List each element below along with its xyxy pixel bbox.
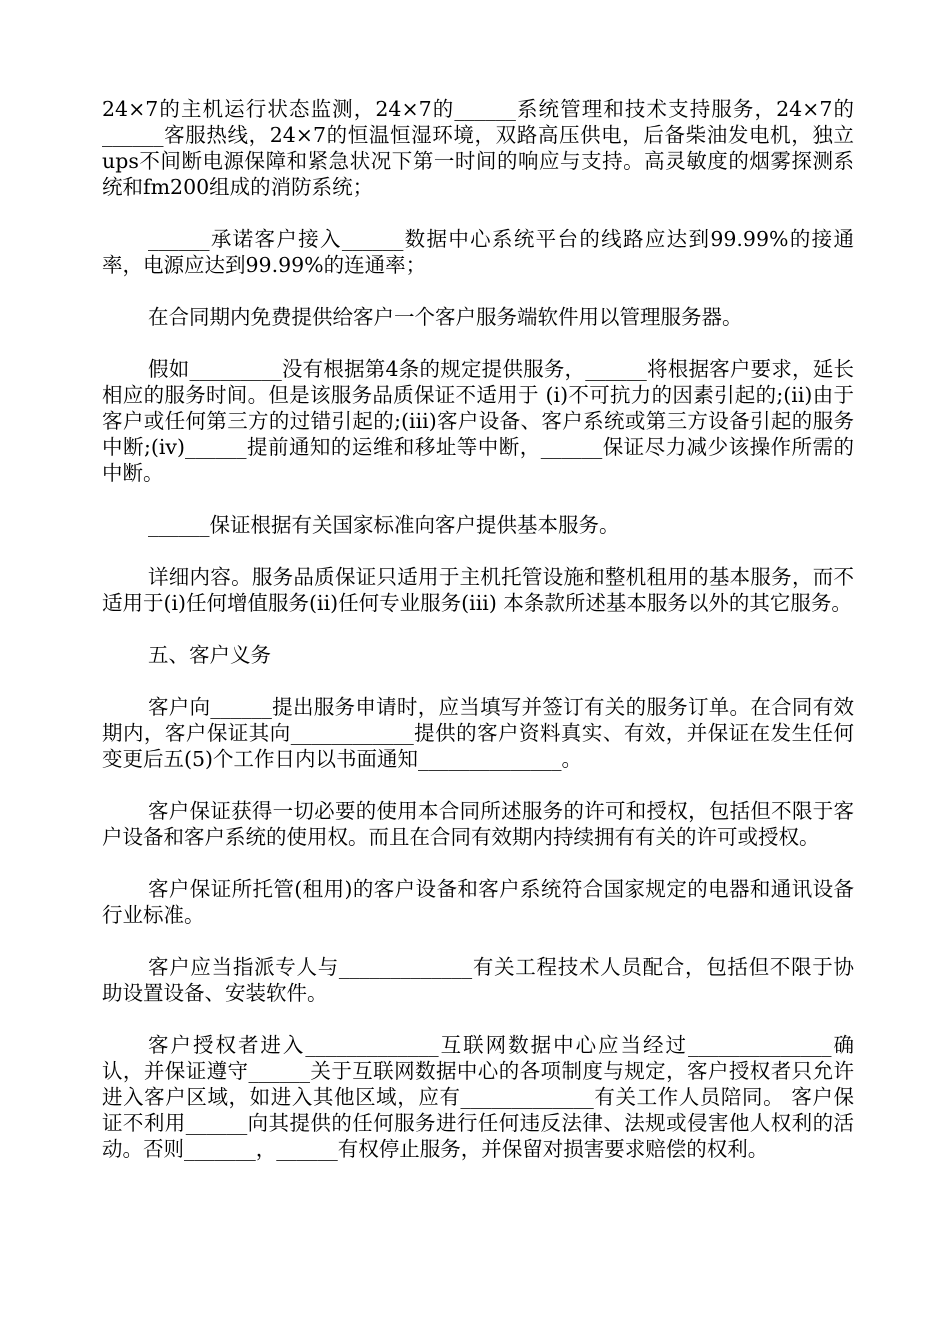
paragraph-free-software: 在合同期内免费提供给客户一个客户服务端软件用以管理服务器。 xyxy=(148,305,743,329)
paragraph-basic-service-guarantee: ______保证根据有关国家标准向客户提供基本服务。 xyxy=(148,513,620,537)
paragraph-authorized-access: 客户授权者进入_____________互联网数据中心应当经过______________确认，并保证遵守______关于互联网数据中心的各项制度与规定，客户授权者只允许进入客户区域，如进入其他区域，应有_____________有关工作人员陪同。 客户保证不利用______向其提供的任何服务进行任何违反法律、法规或侵害他人权利的活动。否则_______，______有权停止服务，并保留对损害要求赔偿的权利。 xyxy=(102,1033,854,1161)
paragraph-assign-personnel: 客户应当指派专人与_____________有关工程技术人员配合，包括但不限于协助设置设备、安装软件。 xyxy=(102,955,854,1005)
paragraph-connectivity-promise: ______承诺客户接入______数据中心系统平台的线路应达到99.99%的接通率，电源应达到99.99%的连通率； xyxy=(102,227,854,277)
section-heading-customer-obligations: 五、客户义务 xyxy=(148,643,271,667)
paragraph-equipment-standards: 客户保证所托管(租用)的客户设备和客户系统符合国家规定的电器和通讯设备行业标准。 xyxy=(102,877,854,927)
document-page xyxy=(102,96,854,1188)
paragraph-details: 详细内容。服务品质保证只适用于主机托管设施和整机租用的基本服务，而不适用于(i)任何增值服务(ii)任何专业服务(iii) 本条款所述基本服务以外的其它服务。 xyxy=(102,565,854,615)
paragraph-licenses: 客户保证获得一切必要的使用本合同所述服务的许可和授权，包括但不限于客户设备和客户系统的使用权。而且在合同有效期内持续拥有有关的许可或授权。 xyxy=(102,799,854,849)
paragraph-service-application: 客户向______提出服务申请时，应当填写并签订有关的服务订单。在合同有效期内，客户保证其向____________提供的客户资料真实、有效，并保证在发生任何变更后五(5)个工作日内以书面通知______________。 xyxy=(102,695,854,771)
paragraph-service-monitoring: 24×7的主机运行状态监测，24×7的______系统管理和技术支持服务，24×7的______客服热线，24×7的恒温恒湿环境，双路高压供电，后备柴油发电机，独立ups不间断电源保障和紧急状况下第一时间的响应与支持。高灵敏度的烟雾探测系统和fm200组成的消防系统； xyxy=(102,97,854,199)
paragraph-service-quality-exceptions: 假如_________没有根据第4条的规定提供服务，______将根据客户要求，延长相应的服务时间。但是该服务品质保证不适用于 (i)不可抗力的因素引起的;(ii)由于客户或任何第三方的过错引起的;(iii)客户设备、客户系统或第三方设备引起的服务中断;(iv)______提前通知的运维和移址等中断，______保证尽力减少该操作所需的中断。 xyxy=(102,357,854,485)
